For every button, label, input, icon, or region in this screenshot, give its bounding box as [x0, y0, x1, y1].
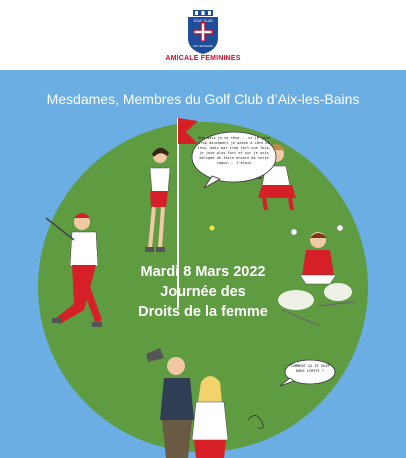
golfer-couple-arguing-icon — [146, 348, 228, 458]
amicale-subtitle: AMICALE FEMININES — [165, 55, 241, 62]
golf-ball-icon — [210, 226, 215, 231]
speech-bubble-small-text: COMMENT ÇA JE SUIS HORS LIMITE ? — [290, 364, 330, 373]
poster-headline: Mesdames, Membres du Golf Club d’Aix-les-Bains — [46, 91, 360, 107]
artist-signature-icon — [248, 415, 263, 428]
poster — [0, 70, 406, 458]
header — [0, 0, 406, 70]
speech-bubble-text: Non mais je ne rêve... si je joue trop doucement je passe à côté du trou, mais par trop fort une fois, je joue plus fort et sur je suis obligée de faire encore de cette raque... J'étais — [197, 136, 271, 165]
golfer-woman-at-pin-icon — [145, 148, 170, 252]
club-crest-logo — [185, 10, 221, 54]
crest-subtext: AIX LES BAINS — [193, 44, 213, 48]
event-title-line-1: Journée des — [160, 284, 246, 300]
event-title-line-2: Droits de la femme — [138, 304, 268, 320]
crest-text: GOLF CLUB — [193, 19, 213, 23]
event-date: Mardi 8 Mars 2022 — [140, 264, 266, 280]
event-block — [100, 262, 306, 322]
golfer-woman-swinging-icon — [46, 213, 102, 327]
